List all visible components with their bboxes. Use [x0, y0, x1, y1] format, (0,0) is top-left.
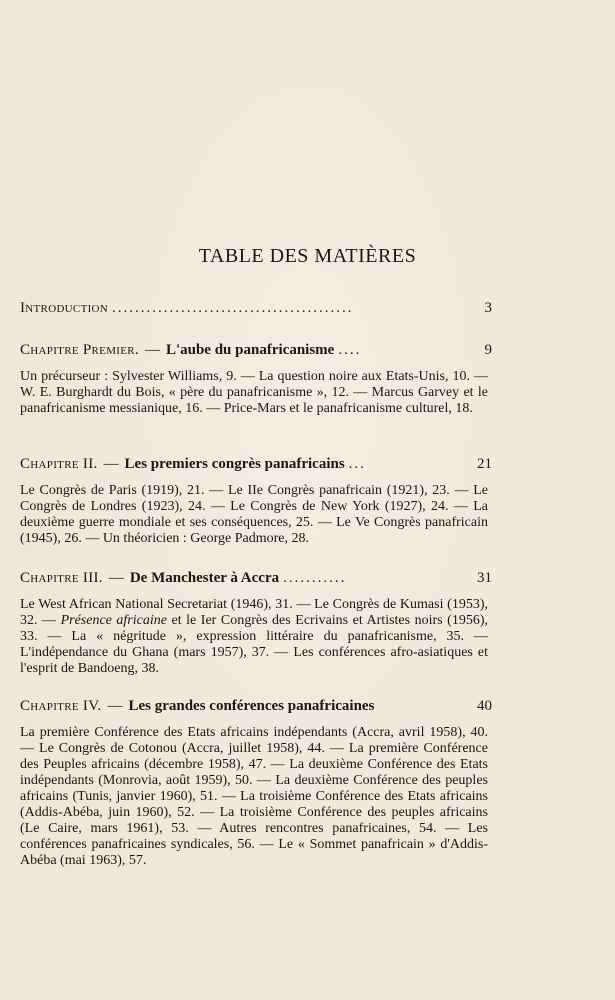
- toc-page-number: 40: [477, 698, 492, 714]
- toc-chapter-summary: Le Congrès de Paris (1919), 21. — Le IIe Congrès panafricain (1921), 23. — Le Congrès de Londres (1923), 24. — Le Congrès de New York (1927), 24. — La deuxième guerre mondiale et ses conséquences, 25. — Le Ve Congrès panafricain (1945), 26. — Un théoricien : George Padmore, 28.: [20, 483, 488, 546]
- toc-summary-text: et le Ier Congrès des Ecrivains et Artistes noirs (1956), 33. — La « négritude », expression littéraire du panafricanisme, 35. — L'indépendance du Ghana (mars 1957), 37. — Les conférences afro-asiatiques et l'esprit de Bandoeng, 38.: [20, 613, 488, 676]
- toc-heading-row: [20, 456, 492, 473]
- toc-chapter-summary: La première Conférence des Etats africains indépendants (Accra, avril 1958), 40. — Le Congrès de Cotonou (Accra, juillet 1958), 44. — La première Conférence des Peuples africains (décembre 1958), 47. — La deuxième Conférence des Etats indépendants (Monrovia, août 1959), 50. — La deuxième Conférence des peuples africains (Tunis, janvier 1960), 51. — La troisième Conférence des Etats africains (Addis-Abéba, juin 1960), 52. — La troisième Conférence des peuples africains (Le Caire, mars 1961), 53. — Autres rencontres panafricaines, 54. — Les conférences panafricaines syndicales, 56. — Le « Sommet panafricain » d'Addis-Abéba (mai 1963), 57.: [20, 725, 488, 868]
- toc-summary-italic-title: Présence africaine: [60, 613, 167, 628]
- toc-entry-label: Introduction: [20, 300, 109, 316]
- toc-entry-chapter-3: [20, 570, 492, 677]
- toc-heading-row: [20, 300, 492, 317]
- toc-chapter-summary: Un précurseur : Sylvester Williams, 9. — La question noire aux Etats-Unis, 10. — W. E. Burghardt du Bois, « père du panafricanisme », 12. — Marcus Garvey et le panafricanisme messianique, 16. — Price-Mars et le panafricanisme culturel, 18.: [20, 369, 488, 416]
- toc-page-number: 3: [484, 300, 492, 316]
- toc-chapter-label: Chapitre II.: [20, 456, 98, 472]
- toc-entry-chapter-2: [20, 456, 492, 547]
- page-title: TABLE DES MATIÈRES: [198, 245, 417, 268]
- toc-heading-row: [20, 570, 492, 587]
- toc-entry-introduction: [20, 300, 492, 317]
- toc-chapter-title: De Manchester à Accra: [129, 570, 280, 586]
- toc-leader-dots: ..........................................: [112, 300, 354, 316]
- toc-chapter-title: Les grandes conférences panafricaines: [128, 698, 375, 714]
- toc-dash: —: [103, 456, 119, 472]
- toc-chapter-title: Les premiers congrès panafricains: [124, 456, 345, 472]
- toc-heading-row: [20, 698, 492, 715]
- toc-chapter-label: Chapitre IV.: [20, 698, 102, 714]
- toc-heading-row: [20, 342, 492, 359]
- toc-leader-dots: ...: [348, 456, 366, 472]
- toc-dash: —: [107, 698, 123, 714]
- toc-chapter-label: Chapitre Premier.: [20, 342, 139, 358]
- toc-page-number: 9: [484, 342, 492, 358]
- toc-entry-chapter-4: [20, 698, 492, 869]
- toc-chapter-label: Chapitre III.: [20, 570, 103, 586]
- toc-chapter-title: L'aube du panafricanisme: [165, 342, 335, 358]
- toc-leader-dots: ....: [338, 342, 362, 358]
- toc-leader-dots: ...........: [283, 570, 347, 586]
- toc-dash: —: [144, 342, 160, 358]
- toc-page-number: 31: [477, 570, 492, 586]
- toc-page-number: 21: [477, 456, 492, 472]
- toc-entry-chapter-1: [20, 342, 492, 417]
- toc-chapter-summary: [20, 597, 488, 677]
- toc-summary-text: Le West African National Secretariat (1946), 31. — Le Congrès de Kumasi (1953), 32. —: [20, 597, 488, 628]
- toc-dash: —: [108, 570, 124, 586]
